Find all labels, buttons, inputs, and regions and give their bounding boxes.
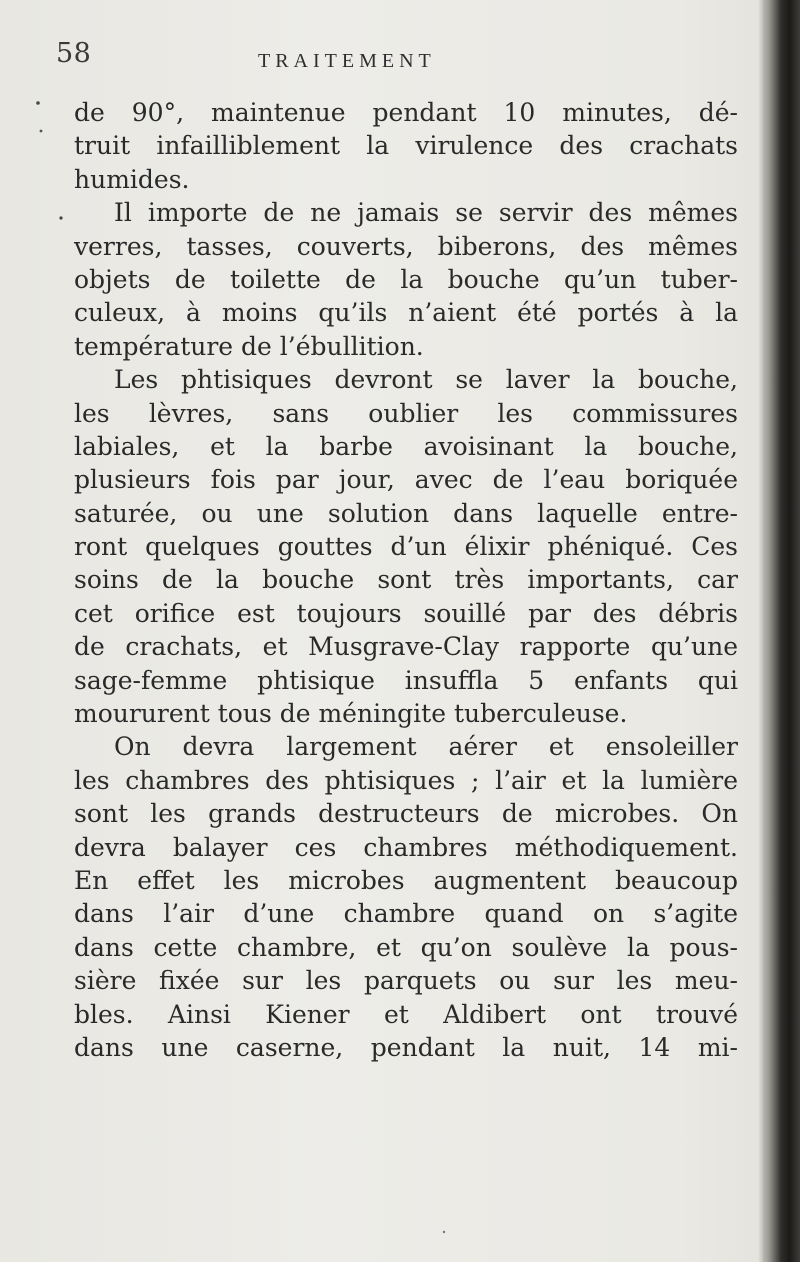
text-line: cet orifice est toujours souillé par des débris — [74, 598, 738, 628]
text-line: sière fixée sur les parquets ou sur les meu- — [74, 966, 738, 996]
running-head: TRAITEMENT — [258, 50, 436, 72]
text-line: sont les grands destructeurs de microbes. On — [74, 799, 738, 829]
body-text — [74, 96, 738, 1064]
text-line: de 90°, maintenue pendant 10 minutes, dé- — [74, 98, 738, 127]
speck — [40, 130, 43, 133]
text-line: labiales, et la barbe avoisinant la bouche, — [74, 431, 738, 461]
text-line: plusieurs fois par jour, avec de l’eau boriquée — [74, 465, 738, 495]
page-number: 58 — [56, 38, 92, 69]
text-line: humides. — [74, 164, 190, 194]
text-line: devra balayer ces chambres méthodiquement. — [74, 832, 738, 862]
text-line: Les phtisiques devront se laver la bouche, — [114, 365, 738, 395]
text-line: verres, tasses, couverts, biberons, des mêmes — [74, 231, 738, 261]
text-line: les chambres des phtisiques ; l’air et la lumière — [74, 765, 738, 795]
speck — [36, 101, 40, 105]
text-line: dans une caserne, pendant la nuit, 14 mi- — [74, 1032, 738, 1062]
speck — [443, 1231, 445, 1233]
text-line: ront quelques gouttes d’un élixir phéniqué. Ces — [74, 532, 738, 562]
text-line: température de l’ébullition. — [74, 331, 424, 361]
text-line: En effet les microbes augmentent beaucoup — [74, 865, 738, 895]
binding-shadow — [758, 0, 800, 1262]
text-line: truit infailliblement la virulence des crachats — [74, 131, 738, 161]
text-line: saturée, ou une solution dans laquelle entre- — [74, 498, 738, 528]
text-line: dans cette chambre, et qu’on soulève la pous- — [74, 932, 738, 962]
text-line: sage-femme phtisique insuffla 5 enfants qui — [74, 665, 738, 695]
text-line: Il importe de ne jamais se servir des mêmes — [114, 198, 738, 228]
text-line: dans l’air d’une chambre quand on s’agite — [74, 899, 738, 929]
text-line: les lèvres, sans oublier les commissures — [74, 398, 738, 428]
text-line: On devra largement aérer et ensoleiller — [114, 732, 738, 762]
text-line: de crachats, et Musgrave-Clay rapporte qu’une — [74, 632, 738, 662]
text-line: moururent tous de méningite tuberculeuse. — [74, 699, 628, 729]
text-line: bles. Ainsi Kiener et Aldibert ont trouvé — [74, 999, 738, 1029]
text-line: soins de la bouche sont très importants, car — [74, 565, 738, 595]
text-line: culeux, à moins qu’ils n’aient été portés à la — [74, 298, 738, 328]
text-line: objets de toilette de la bouche qu’un tuber- — [74, 264, 738, 294]
speck — [59, 216, 62, 219]
